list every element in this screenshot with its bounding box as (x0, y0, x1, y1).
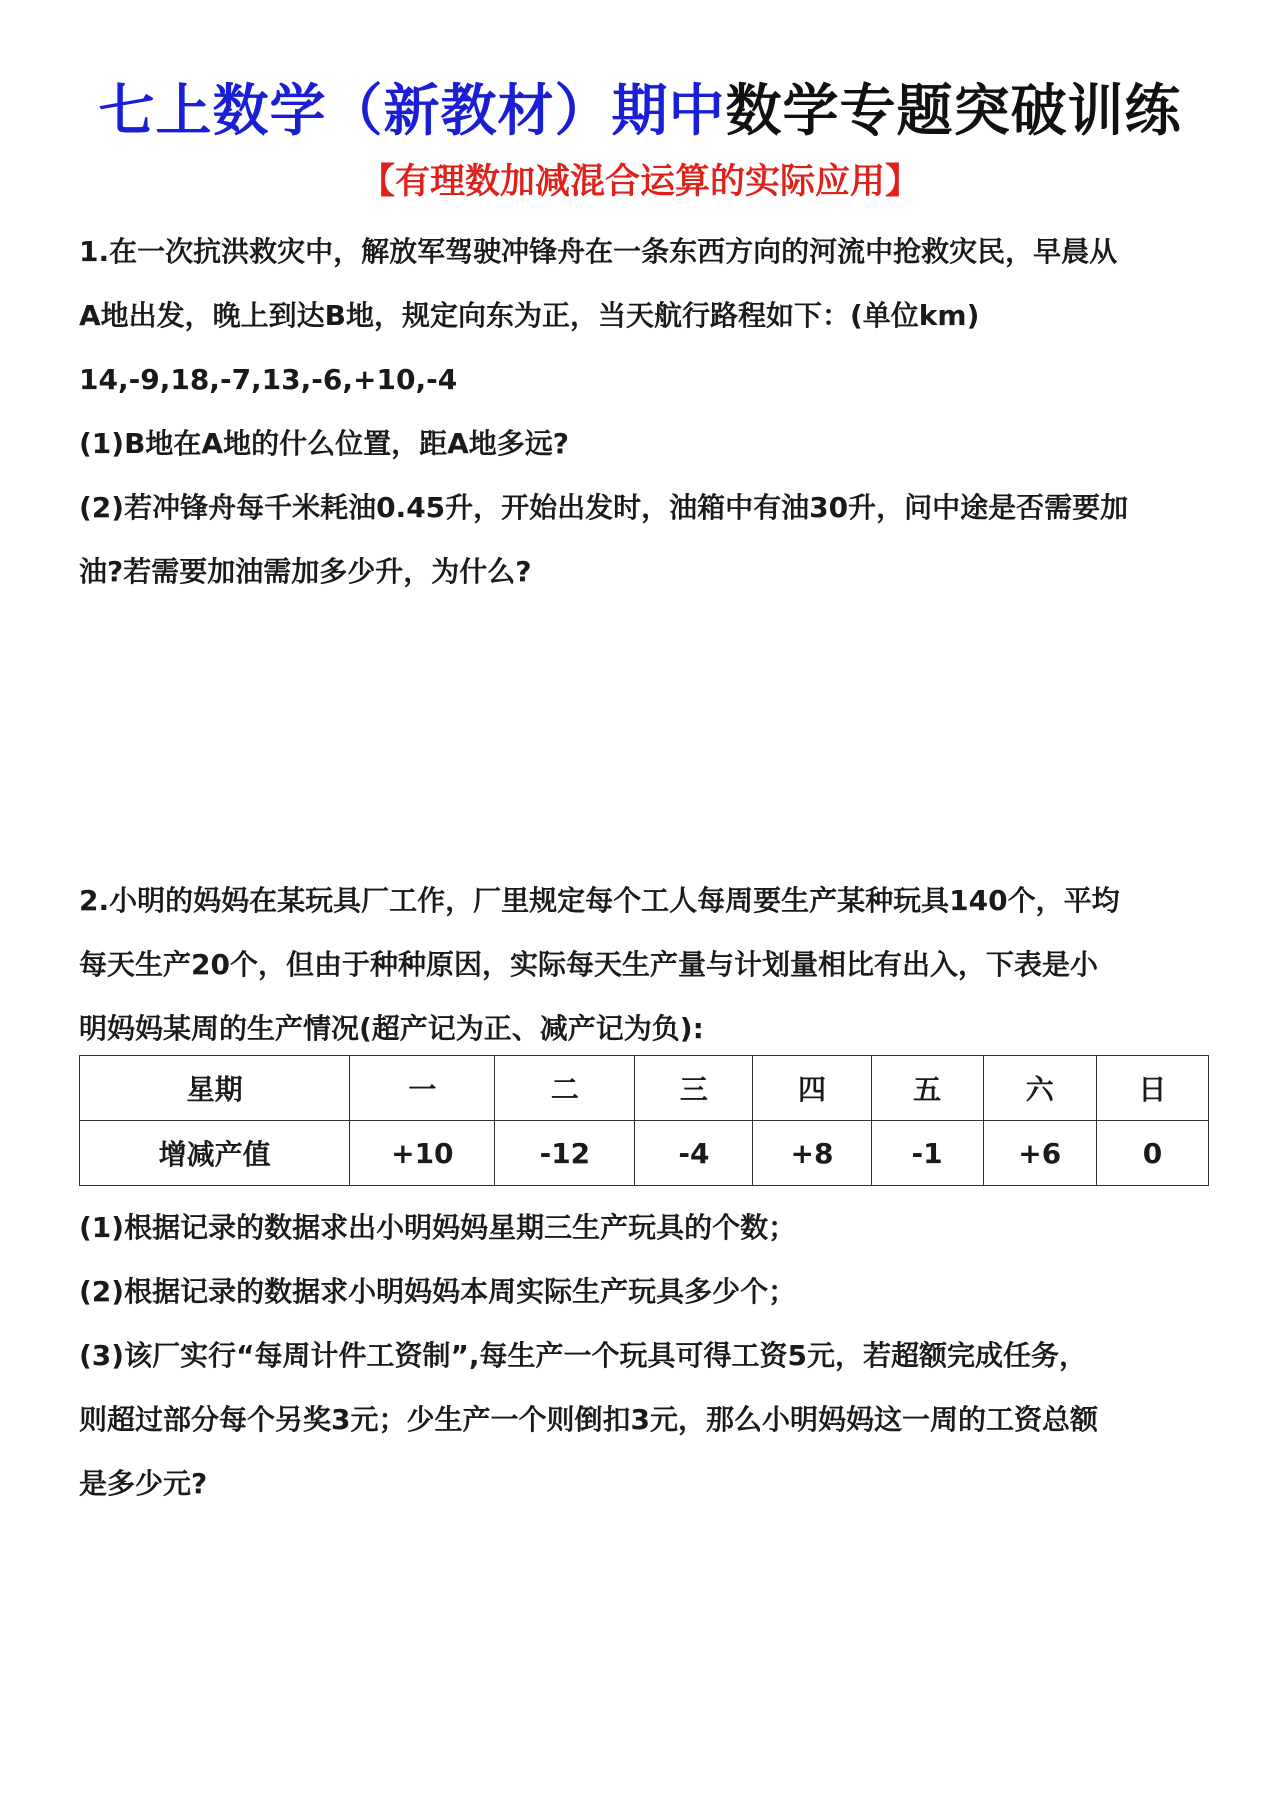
page-subtitle: 【有理数加减混合运算的实际应用】 (359, 162, 920, 202)
table-cell: -12 (495, 1121, 635, 1186)
table-cell: 日 (1096, 1056, 1208, 1121)
title-black-part: 数学专题突破训练 (725, 79, 1182, 144)
table-cell: 一 (350, 1056, 495, 1121)
q2-line: 明妈妈某周的生产情况(超产记为正、减产记为负): (79, 1012, 704, 1045)
q1-sub-question-2-cont: 油?若需要加油需加多少升，为什么? (79, 555, 532, 588)
page-title (0, 76, 1280, 148)
table-cell: 增减产值 (80, 1121, 350, 1186)
table-cell: +6 (983, 1121, 1096, 1186)
q2-sub-question-3: (3)该厂实行“每周计件工资制”,每生产一个玩具可得工资5元，若超额完成任务， (79, 1339, 1088, 1372)
question-1 (79, 220, 1209, 604)
q2-line: 2.小明的妈妈在某玩具厂工作，厂里规定每个工人每周要生产某种玩具140个，平均 (79, 884, 1120, 917)
table-cell: +8 (753, 1121, 871, 1186)
table-row (80, 1121, 1209, 1186)
table-cell: 星期 (80, 1056, 350, 1121)
table-cell: 二 (495, 1056, 635, 1121)
q1-line: A地出发，晚上到达B地，规定向东为正，当天航行路程如下：(单位km) (79, 299, 980, 332)
q2-line: 每天生产20个，但由于种种原因，实际每天生产量与计划量相比有出入，下表是小 (79, 948, 1098, 981)
title-blue-part: 七上数学（新教材）期中 (98, 79, 726, 144)
q2-sub-question-3-cont: 是多少元? (79, 1467, 208, 1500)
q1-data-line: 14,-9,18,-7,13,-6,+10,-4 (79, 363, 458, 396)
table-cell: 六 (983, 1056, 1096, 1121)
table-cell: 五 (871, 1056, 983, 1121)
table-header-row (80, 1056, 1209, 1121)
q2-sub-question-2: (2)根据记录的数据求小明妈妈本周实际生产玩具多少个； (79, 1275, 797, 1308)
table-cell: -1 (871, 1121, 983, 1186)
table-cell: 三 (635, 1056, 753, 1121)
table-cell: 四 (753, 1056, 871, 1121)
table-cell: 0 (1096, 1121, 1208, 1186)
q2-sub-question-3-cont: 则超过部分每个另奖3元；少生产一个则倒扣3元，那么小明妈妈这一周的工资总额 (79, 1403, 1098, 1436)
question-2-intro (79, 869, 1209, 1061)
table-cell: +10 (350, 1121, 495, 1186)
question-2-sub-questions (79, 1196, 1209, 1516)
q1-line: 1.在一次抗洪救灾中，解放军驾驶冲锋舟在一条东西方向的河流中抢救灾民，早晨从 (79, 235, 1118, 268)
q2-sub-question-1: (1)根据记录的数据求出小明妈妈星期三生产玩具的个数； (79, 1211, 797, 1244)
q1-sub-question-1: (1)B地在A地的什么位置，距A地多远? (79, 427, 570, 460)
table-cell: -4 (635, 1121, 753, 1186)
production-table (79, 1055, 1209, 1186)
q1-sub-question-2: (2)若冲锋舟每千米耗油0.45升，开始出发时，油箱中有油30升，问中途是否需要加 (79, 491, 1129, 524)
